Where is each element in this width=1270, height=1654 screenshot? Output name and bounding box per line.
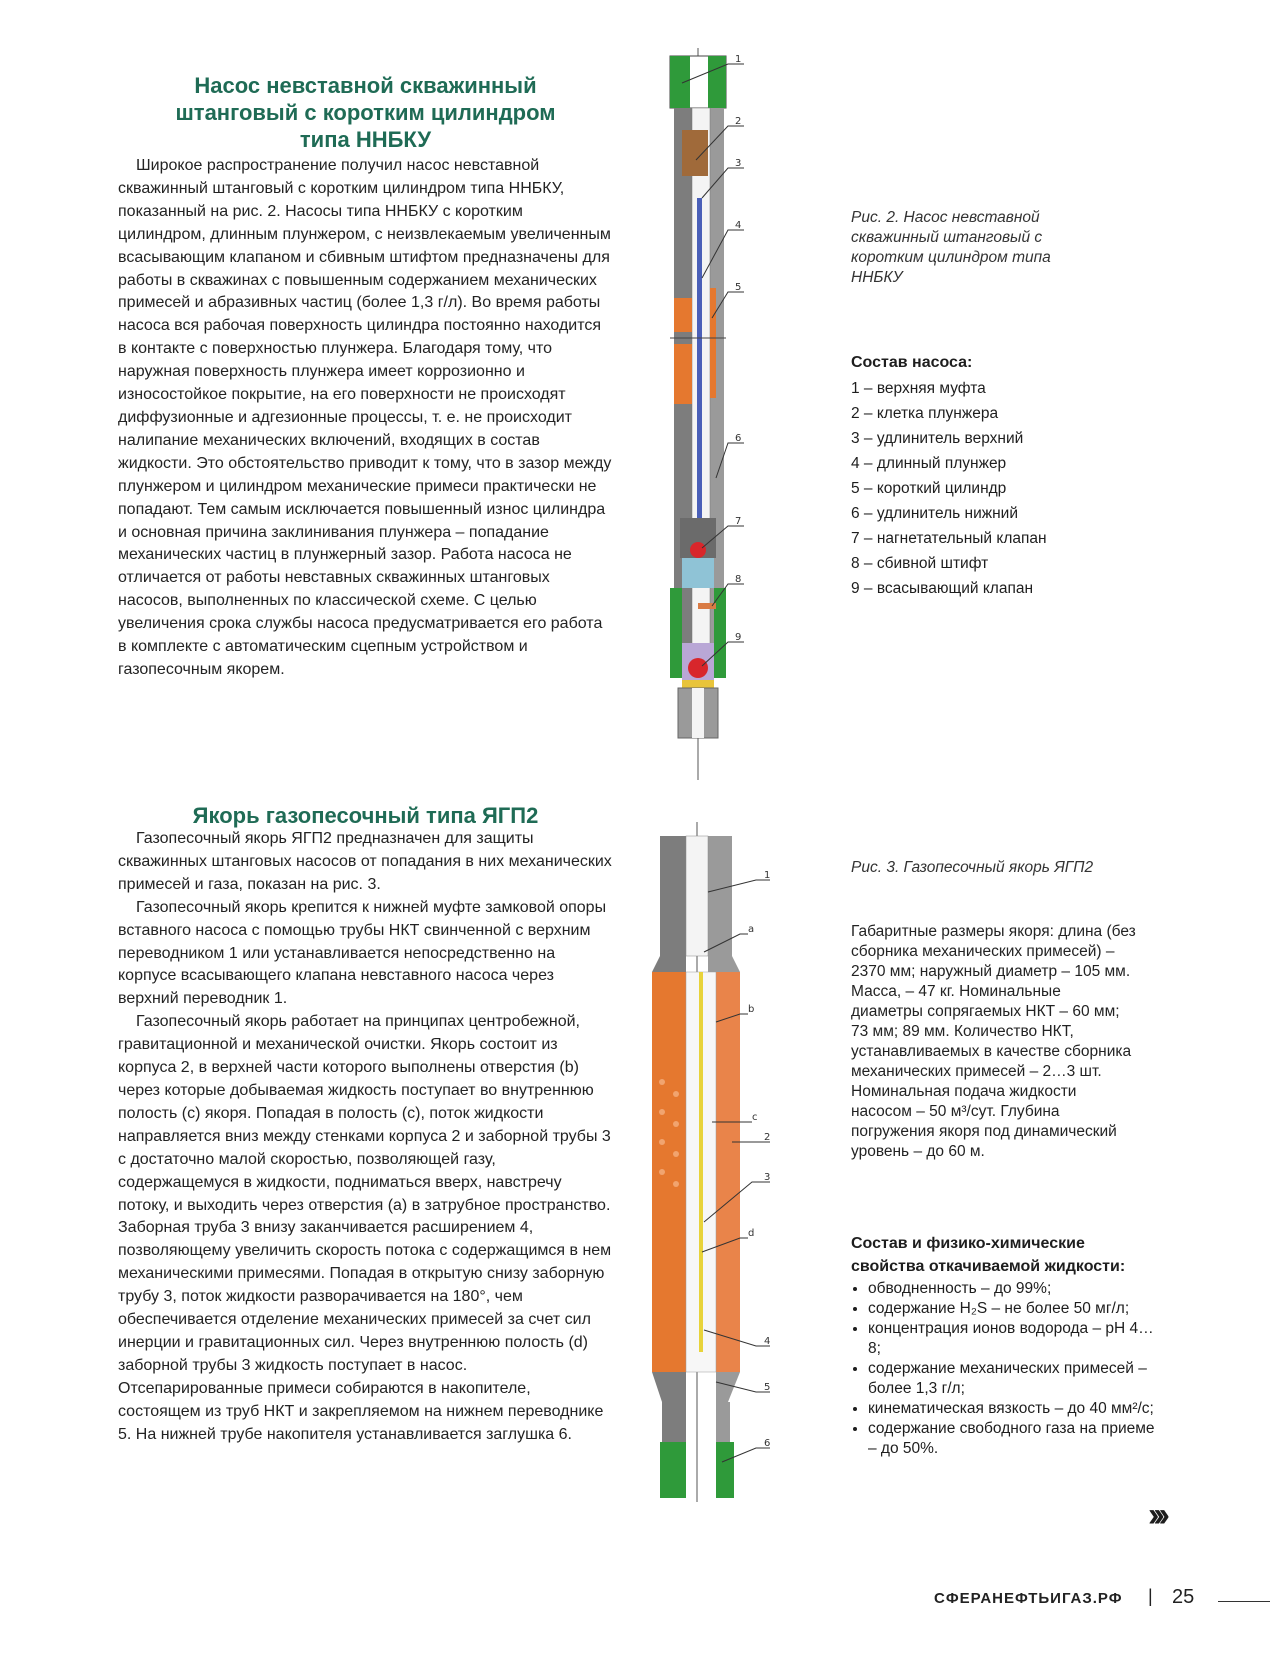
figure-3-anchor-drawing (652, 822, 832, 1502)
footer-site: СФЕРАНЕФТЬИГАЗ.РФ (934, 1590, 1123, 1607)
section2-title: Якорь газопесочный типа ЯГП2 (192, 803, 539, 828)
anchor-lower-taper-left (652, 1372, 686, 1402)
anchor-label-a: a (748, 924, 755, 935)
list-item: • концентрация ионов водорода – pH 4…8; (868, 1319, 1156, 1359)
pump-composition-list (851, 376, 1231, 601)
anchor-label-6: 6 (764, 1438, 771, 1449)
anchor-label-d: d (748, 1228, 755, 1239)
pump-cylinder-orange-1 (674, 298, 692, 332)
list-item: 5 – короткий цилиндр (851, 480, 1007, 497)
pump-label-1: 1 (735, 54, 742, 65)
list-item: 8 – сбивной штифт (851, 555, 989, 572)
pump-label-9: 9 (735, 632, 742, 643)
list-item: 4 – длинный плунжер (851, 455, 1007, 472)
pump-lower-coupling-left (670, 588, 682, 678)
section2-paragraph-3: Газопесочный якорь работает на принципах центробежной, гравитационной и механической очистки. Якорь состоит из корпуса 2, в верхней части которого выполнены отверстия (b) через которые добываемая жидкость поступает во внутреннюю полость (c) якоря. Попадая в полость (c), поток жидкости направляется вниз между стенками корпуса 2 и заборной трубы 3 с достаточно малой скоростью, позволяющей газу, содержащемуся в жидкости, подниматься вверх, навстречу потоку, и выходить через отверстия (a) в затрубное пространство. Заборная труба 3 внизу заканчивается расширением 4, позволяющему увеличить скорость потока с содержащимся в нем механическими примесями. Попадая в открытую снизу заборную трубу 3, поток жидкости разворачивается на 180°, чем обеспечивается отделение механических примесей за счет сил инерции и гравитационных сил. Через внутреннюю полость (d) заборной трубы 3 жидкость поступает в насос. Отсепарированные примеси собираются в накопителе, состоящем из труб НКТ и закрепляемом на нижнем переводнике 5. На нижней трубе накопителя устанавливается заглушка 6. (118, 1013, 612, 1443)
anchor-body-left (652, 972, 686, 1372)
pump-label-3: 3 (735, 158, 742, 169)
footer-rule (1218, 1601, 1270, 1602)
figure-2-caption: Рис. 2. Насос невставной скважинный штанговый с коротким цилиндром типа ННБКУ (851, 209, 1051, 286)
fluid-properties-list (851, 1279, 1156, 1459)
pump-composition (851, 351, 1231, 601)
figure-2-pump-drawing (652, 48, 802, 780)
anchor-bottom-sub-right (716, 1402, 730, 1442)
pump-long-plunger (697, 198, 702, 538)
footer-separator: | (1148, 1586, 1153, 1606)
list-item: • содержание механических примесей – более 1,3 г/л; (868, 1359, 1156, 1399)
pump-bottom-bore (692, 688, 704, 738)
continue-arrows-icon: ››› (1148, 1496, 1164, 1534)
anchor-taper-left (652, 956, 686, 972)
section1-title (118, 72, 613, 153)
section2-paragraph-1: Газопесочный якорь ЯГП2 предназначен для защиты скважинных штанговых насосов от попадания в них механических примесей и газа, показан на рис. 3. (118, 830, 612, 893)
anchor-bottom-sub-left (662, 1402, 686, 1442)
pump-suction-valve-ball (688, 658, 708, 678)
fluid-properties (851, 1232, 1156, 1459)
section2-title-wrap (118, 802, 613, 829)
list-item: • содержание свободного газа на приеме – до 50%. (868, 1419, 1156, 1459)
anchor-label-3: 3 (764, 1172, 771, 1183)
fluid-properties-title: Состав и физико-химические свойства откачиваемой жидкости: (851, 1235, 1126, 1275)
pump-composition-title: Состав насоса: (851, 354, 973, 371)
list-item: • содержание H₂S – не более 50 мг/л; (868, 1299, 1156, 1319)
section2-body (118, 828, 613, 1446)
section1-title-line3: типа ННБКУ (299, 127, 432, 152)
pump-top-coupling-green (670, 56, 690, 108)
pump-label-5: 5 (735, 282, 742, 293)
anchor-plug-left (660, 1442, 686, 1498)
list-item: 6 – удлинитель нижний (851, 505, 1018, 522)
pump-label-2: 2 (735, 116, 742, 127)
anchor-top-sub-right (708, 836, 732, 956)
anchor-label-4: 4 (764, 1336, 771, 1347)
anchor-body-right (716, 972, 740, 1372)
anchor-label-2: 2 (764, 1132, 771, 1143)
section1-title-line1: Насос невставной скважинный (194, 73, 537, 98)
anchor-top-sub-left (660, 836, 686, 956)
pump-valve-seat (682, 558, 714, 588)
list-item: 2 – клетка плунжера (851, 405, 999, 422)
pump-plunger-cage (682, 130, 708, 176)
pump-suction-seat (682, 680, 714, 688)
anchor-top-bore (686, 836, 708, 956)
list-item: • обводненность – до 99%; (868, 1279, 1156, 1299)
section1-paragraph: Широкое распространение получил насос невставной скважинный штанговый с коротким цилиндром типа ННБКУ, показанный на рис. 2. Насосы типа ННБКУ с коротким цилиндром, длинным плунжером, с неизвлекаемым увеличенным всасывающим клапаном и сбивным штифтом предназначены для работы в скважинах с повышенным содержанием механических примесей и абразивных частиц (более 1,3 г/л). Во время работы насоса вся рабочая поверхность цилиндра постоянно находится в контакте с поверхностью плунжера. Благодаря тому, что наружная поверхность плунжера имеет коррозионно и износостойкое покрытие, на его поверхности не происходят диффузионные и адгезионные процессы, т. е. не происходит налипание механических включений, входящих в состав жидкости. Это обстоятельство приводит к тому, что в зазор между плунжером и цилиндром механические примеси практически не попадают. Тем самым исключается повышенный износ цилиндра и основная причина заклинивания плунжера – попадание механических частиц в плунжерный зазор. Работа насоса не отличается от работы невставных скважинных штанговых насосов, выполненных по классической схеме. С целью увеличения срока службы насоса предусматривается его работа в комплекте с автоматическим сцепным устройством и газопесочным якорем. (118, 157, 612, 678)
list-item: 7 – нагнетательный клапан (851, 530, 1047, 547)
anchor-label-b: b (748, 1004, 755, 1015)
pump-cylinder-orange-right (710, 288, 716, 398)
pump-label-8: 8 (735, 574, 742, 585)
list-item: • кинематическая вязкость – до 40 мм²/с; (868, 1399, 1156, 1419)
pump-top-coupling-green-right (708, 56, 726, 108)
pump-label-7: 7 (735, 516, 742, 527)
list-item: 3 – удлинитель верхний (851, 430, 1024, 447)
anchor-taper-right (708, 956, 740, 972)
pump-discharge-valve-ball (690, 542, 706, 558)
list-item: 1 – верхняя муфта (851, 380, 986, 397)
pump-label-4: 4 (735, 220, 742, 231)
anchor-plug-right (716, 1442, 734, 1498)
section1-title-line2: штанговый с коротким цилиндром (175, 100, 556, 125)
figure-3-caption: Рис. 3. Газопесочный якорь ЯГП2 (851, 859, 1094, 876)
pump-label-6: 6 (735, 433, 742, 444)
anchor-label-5: 5 (764, 1382, 771, 1393)
section2-paragraph-2: Газопесочный якорь крепится к нижней муфте замковой опоры вставного насоса с помощью трубы НКТ свинченной с верхним переводником 1 или устанавливается непосредственно на корпусе всасывающего клапана невставного насоса через верхний переводник 1. (118, 898, 607, 1008)
list-item: 9 – всасывающий клапан (851, 580, 1034, 597)
anchor-intake-tube (699, 972, 703, 1352)
pump-cylinder-orange-2 (674, 344, 692, 404)
anchor-label-c: c (752, 1112, 758, 1123)
anchor-label-1: 1 (764, 870, 771, 881)
page-number: 25 (1172, 1586, 1195, 1608)
section1-body (118, 155, 613, 682)
anchor-dimensions: Габаритные размеры якоря: длина (без сборника механических примесей) – 2370 мм; наружный диаметр – 105 мм. Масса, – 47 кг. Номинальные диаметры сопрягаемых НКТ – 60 мм; 73 мм; 89 мм. Количество НКТ, устанавливаемых в качестве сборника механических примесей – 2…3 шт. Номинальная подача жидкости насосом – 50 м³/сут. Глубина погружения якоря под динамический уровень – до 60 м. (851, 923, 1136, 1160)
